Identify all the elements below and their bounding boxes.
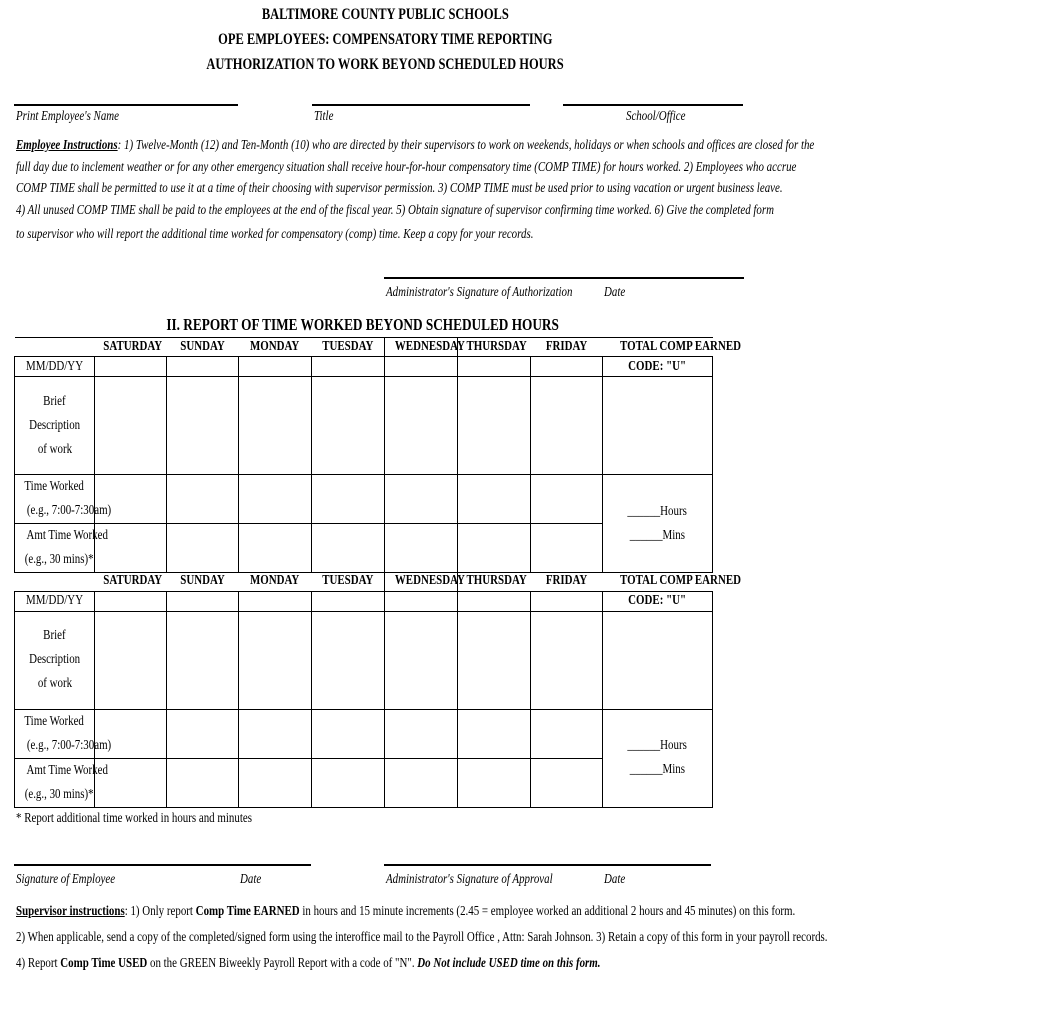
row-label-amount: Amt Time Worked (e.g., 30 mins)* [15, 758, 95, 807]
date-cell[interactable] [95, 591, 167, 611]
form-title-line2: OPE EMPLOYEES: COMPENSATORY TIME REPORTING [217, 31, 553, 48]
row-label-description: Brief Description of work [15, 377, 95, 475]
supervisor-line1: Supervisor instructions: 1) Only report Comp Time EARNED in hours and 15 minute increments (2.45 = employee worked an additional 2 hours and 45 minutes) on this form. [16, 904, 796, 919]
employee-name-line[interactable] [14, 104, 238, 106]
day-header-sunday: SUNDAY [167, 338, 239, 357]
day-header-thursday: THURSDAY [458, 571, 531, 591]
time-worked-cell[interactable] [458, 475, 531, 524]
mins-field[interactable]: ______Mins [629, 527, 686, 543]
description-cell[interactable] [239, 611, 312, 709]
title-label: Title [314, 109, 334, 124]
date-cell[interactable] [385, 591, 458, 611]
amount-cell[interactable] [458, 524, 531, 573]
amount-cell[interactable] [531, 524, 603, 573]
hours-field[interactable]: ______Hours [627, 503, 688, 519]
employee-name-label: Print Employee's Name [16, 109, 120, 124]
authorization-date-label: Date [604, 285, 626, 300]
description-cell[interactable] [95, 377, 167, 475]
day-header-tuesday: TUESDAY [312, 338, 385, 357]
description-cell[interactable] [458, 611, 531, 709]
corner-cell [15, 571, 95, 591]
time-worked-cell[interactable] [167, 475, 239, 524]
row-label-time-worked: Time Worked (e.g., 7:00-7:30am) [15, 709, 95, 758]
date-cell[interactable] [531, 357, 603, 377]
date-cell[interactable] [95, 357, 167, 377]
day-header-friday: FRIDAY [531, 338, 603, 357]
day-header-thursday: THURSDAY [458, 338, 531, 357]
date-cell[interactable] [239, 591, 312, 611]
instructions-line2: full day due to inclement weather or for any other emergency situation shall receive hour-for-hour compensatory time (COMP TIME) for hours worked. 2) Employees who accrue [16, 160, 797, 175]
total-description-cell[interactable] [603, 377, 713, 475]
corner-cell [15, 338, 95, 357]
amount-cell[interactable] [167, 758, 239, 807]
code-label: CODE: "U" [603, 591, 713, 611]
day-header-wednesday: WEDNESDAY [385, 571, 458, 591]
description-cell[interactable] [458, 377, 531, 475]
total-header: TOTAL COMP EARNED [603, 338, 713, 357]
time-worked-cell[interactable] [312, 709, 385, 758]
time-worked-cell[interactable] [531, 475, 603, 524]
date-cell[interactable] [458, 357, 531, 377]
authorization-signature-label: Administrator's Signature of Authorization [386, 285, 573, 300]
description-cell[interactable] [531, 611, 603, 709]
school-line[interactable] [563, 104, 743, 106]
amount-cell[interactable] [312, 758, 385, 807]
date-cell[interactable] [312, 357, 385, 377]
amount-cell[interactable] [239, 758, 312, 807]
amount-cell[interactable] [239, 524, 312, 573]
approval-date-label: Date [604, 872, 626, 887]
total-header: TOTAL COMP EARNED [603, 571, 713, 591]
date-cell[interactable] [458, 591, 531, 611]
code-label: CODE: "U" [603, 357, 713, 377]
instructions-heading: Employee Instructions [16, 138, 118, 153]
description-cell[interactable] [312, 377, 385, 475]
description-cell[interactable] [531, 377, 603, 475]
day-header-saturday: SATURDAY [95, 338, 167, 357]
section-title: II. REPORT OF TIME WORKED BEYOND SCHEDULED HOURS [166, 315, 560, 334]
time-worked-cell[interactable] [458, 709, 531, 758]
row-label-description: Brief Description of work [15, 611, 95, 709]
approval-signature-label: Administrator's Signature of Approval [386, 872, 553, 887]
day-header-monday: MONDAY [239, 338, 312, 357]
day-header-wednesday: WEDNESDAY [385, 338, 458, 357]
approval-signature-line[interactable] [384, 864, 711, 866]
description-cell[interactable] [385, 611, 458, 709]
total-description-cell[interactable] [603, 611, 713, 709]
mins-field[interactable]: ______Mins [629, 762, 686, 777]
amount-cell[interactable] [458, 758, 531, 807]
amount-cell[interactable] [385, 524, 458, 573]
time-table-week2 [14, 571, 741, 808]
date-cell[interactable] [531, 591, 603, 611]
row-label-date: MM/DD/YY [15, 357, 95, 377]
supervisor-heading: Supervisor instructions [16, 904, 125, 919]
authorization-signature-line[interactable] [384, 277, 744, 279]
date-cell[interactable] [239, 357, 312, 377]
instructions-line3: COMP TIME shall be permitted to use it at a time of their choosing with supervisor permission. 3) COMP TIME must be used prior to using vacation or urgent business leave. [16, 181, 783, 196]
instructions-line4: 4) All unused COMP TIME shall be paid to the employees at the end of the fiscal year. 5) Obtain signature of supervisor confirming time worked. 6) Give the completed form [16, 203, 775, 218]
time-worked-cell[interactable] [531, 709, 603, 758]
time-worked-cell[interactable] [239, 475, 312, 524]
date-cell[interactable] [312, 591, 385, 611]
day-header-monday: MONDAY [239, 571, 312, 591]
amount-cell[interactable] [312, 524, 385, 573]
time-worked-cell[interactable] [385, 709, 458, 758]
time-worked-cell[interactable] [239, 709, 312, 758]
day-header-tuesday: TUESDAY [312, 571, 385, 591]
day-header-friday: FRIDAY [531, 571, 603, 591]
description-cell[interactable] [312, 611, 385, 709]
date-cell[interactable] [167, 591, 239, 611]
day-header-sunday: SUNDAY [167, 571, 239, 591]
description-cell[interactable] [167, 611, 239, 709]
form-title-line1: BALTIMORE COUNTY PUBLIC SCHOOLS [261, 6, 509, 23]
employee-signature-line[interactable] [14, 864, 311, 866]
date-cell[interactable] [167, 357, 239, 377]
employee-date-label: Date [240, 872, 262, 887]
total-hours-mins-cell[interactable] [603, 475, 713, 573]
supervisor-line2: 2) When applicable, send a copy of the completed/signed form using the interoffice mail to the Payroll Office , Attn: Sarah Johnson. 3) Retain a copy of this form in your payroll records. [16, 930, 828, 945]
time-worked-cell[interactable] [385, 475, 458, 524]
employee-signature-label: Signature of Employee [16, 872, 116, 887]
time-worked-cell[interactable] [167, 709, 239, 758]
form-title-line3: AUTHORIZATION TO WORK BEYOND SCHEDULED HOURS [206, 56, 564, 73]
supervisor-line3: 4) Report Comp Time USED on the GREEN Biweekly Payroll Report with a code of "N". Do Not include USED time on this form. [16, 956, 601, 971]
day-header-saturday: SATURDAY [95, 571, 167, 591]
amount-cell[interactable] [385, 758, 458, 807]
row-label-date: MM/DD/YY [15, 591, 95, 611]
time-worked-cell[interactable] [312, 475, 385, 524]
footnote: * Report additional time worked in hours and minutes [16, 811, 252, 826]
title-line[interactable] [312, 104, 530, 106]
instructions-line1: Employee Instructions: 1) Twelve-Month (12) and Ten-Month (10) who are directed by their supervisors to work on weekends, holidays or when schools and offices are closed for the [16, 138, 815, 153]
amount-cell[interactable] [531, 758, 603, 807]
time-table-week1 [14, 337, 741, 573]
amount-cell[interactable] [167, 524, 239, 573]
hours-field[interactable]: ______Hours [627, 738, 688, 753]
date-cell[interactable] [385, 357, 458, 377]
instructions-line5: to supervisor who will report the additional time worked for compensatory (comp) time. Keep a copy for your records. [16, 227, 534, 242]
row-label-time-worked: Time Worked (e.g., 7:00-7:30am) [15, 475, 95, 524]
row-label-amount: Amt Time Worked (e.g., 30 mins)* [15, 524, 95, 573]
description-cell[interactable] [167, 377, 239, 475]
description-cell[interactable] [385, 377, 458, 475]
total-hours-mins-cell[interactable] [603, 709, 713, 807]
school-label: School/Office [626, 109, 686, 124]
description-cell[interactable] [239, 377, 312, 475]
description-cell[interactable] [95, 611, 167, 709]
